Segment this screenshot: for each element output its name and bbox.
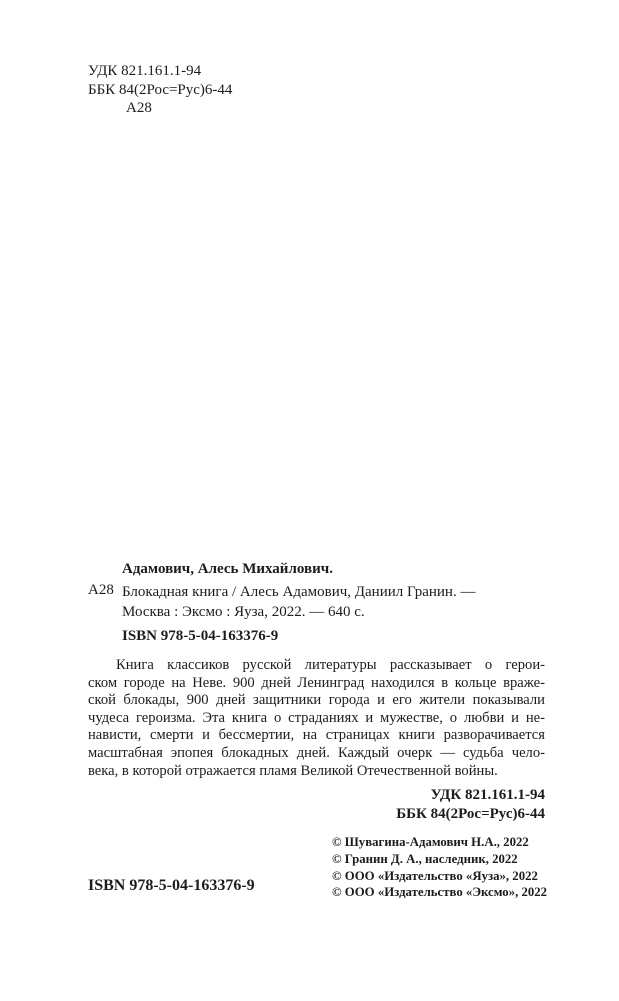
isbn-bottom: ISBN 978-5-04-163376-9 — [88, 877, 255, 894]
annotation-line: ской блокады, 900 дней защитники города и его жители показывали — [88, 692, 545, 709]
annotation-line: нависти, смерти и бессмертии, на страницах книги разворачивается — [88, 727, 545, 744]
top-classification-block — [88, 62, 232, 118]
annotation-line: века, в которой отражается пламя Великой Отечественной войны. — [88, 762, 498, 779]
udc-code: УДК 821.161.1-94 — [88, 63, 202, 79]
bbk-code: ББК 84(2Рос=Рус)6-44 — [88, 81, 233, 98]
annotation-line: Книга классиков русской литературы рассказывает о герои- — [116, 657, 545, 673]
annotation-paragraph — [88, 657, 545, 780]
annotation-line: масштабная эпопея блокадных дней. Каждый очерк — судьба чело- — [88, 744, 545, 761]
catalog-entry-line1: Блокадная книга / Алесь Адамович, Даниил Гранин. — — [122, 584, 476, 600]
catalog-entry-line2: Москва : Эксмо : Яуза, 2022. — 640 с. — [122, 604, 365, 620]
copyright-line: © ООО «Издательство «Яуза», 2022 — [332, 868, 538, 883]
catalog-author-heading: Адамович, Алесь Михайлович. — [122, 561, 333, 577]
udc-code-bottom: УДК 821.161.1-94 — [430, 787, 545, 803]
copyright-line: © ООО «Издательство «Эксмо», 2022 — [332, 885, 548, 900]
annotation-line: чудеса героизма. Эта книга о страданиях и мужестве, о любви и не- — [88, 709, 545, 726]
catalog-entry-code: А28 — [88, 582, 114, 598]
bbk-code-bottom: ББК 84(2Рос=Рус)6-44 — [396, 805, 545, 822]
annotation-line: ском городе на Неве. 900 дней Ленинград находился в кольце враже- — [88, 674, 545, 691]
copyright-block — [332, 834, 547, 901]
catalog-entry — [122, 582, 552, 622]
bottom-classification-block — [300, 786, 545, 823]
author-sign-code: А28 — [126, 100, 152, 116]
copyright-line: © Шувагина-Адамович Н.А., 2022 — [332, 835, 529, 849]
catalog-isbn: ISBN 978-5-04-163376-9 — [122, 628, 279, 644]
copyright-line: © Гранин Д. А., наследник, 2022 — [332, 851, 518, 866]
